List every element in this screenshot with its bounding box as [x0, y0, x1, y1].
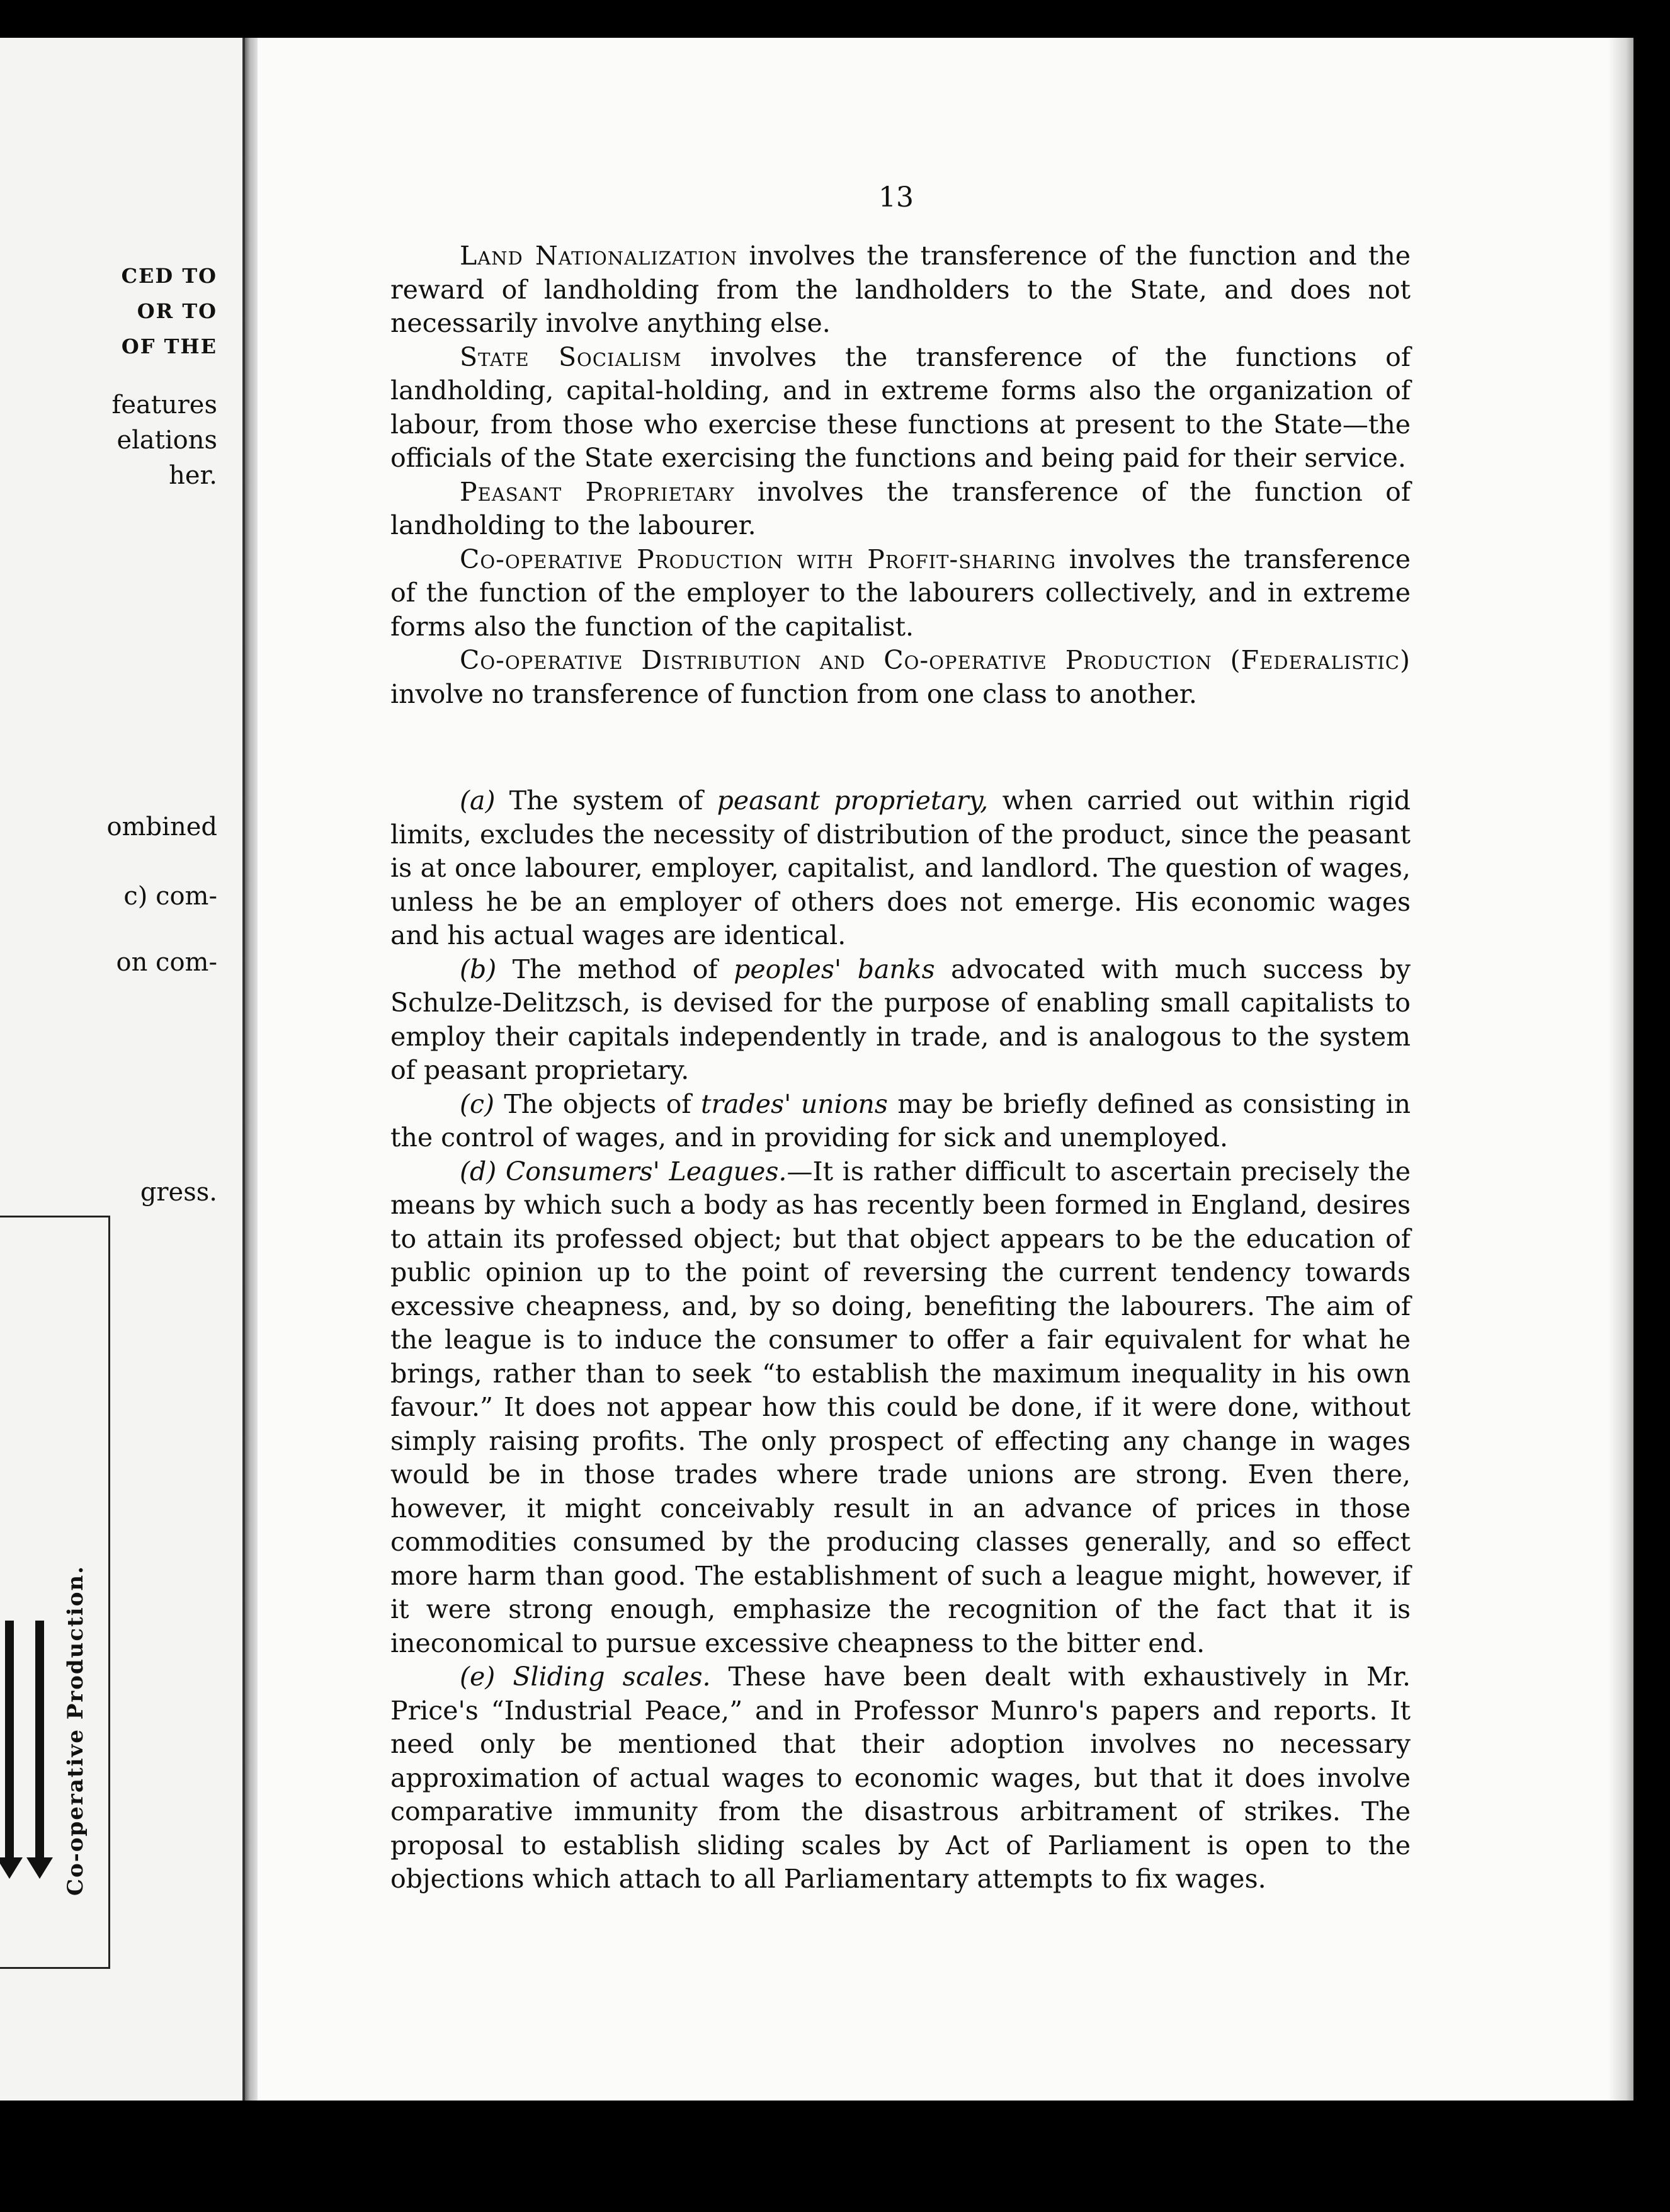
definition-paragraph [390, 239, 1411, 341]
definition-term: Land Nationalization [460, 241, 738, 271]
left-line: ombined [106, 812, 217, 841]
definition-term: Peasant Proprietary [460, 476, 735, 507]
page-gutter [245, 38, 258, 2101]
item-text: advocated with much success by Schulze-Delitzsch, is devised for the purpose of enabling small capitalists to employ their capitals independently in trade, and is analogous to the system of peasant proprietary. [390, 954, 1411, 1085]
item-paragraph [390, 1088, 1411, 1155]
definition-term: State Socialism [460, 341, 682, 372]
left-line: her. [169, 461, 217, 490]
left-line: features [111, 391, 217, 419]
definition-text: involves the transference of the function of the employer to the labourers collectively, and in extreme forms also the function of the capitalist. [390, 544, 1411, 642]
left-line: elations [116, 426, 217, 455]
item-text: —It is rather difficult to ascertain precisely the means by which such a body as has recently been formed in England, desires to attain its professed object; but that object appears to be the education of public opinion up to the point of reversing the current tendency towards excessive cheapness, and, by so doing, benefiting the labourers. The aim of the league is to induce the consumer to offer a fair equivalent for what he brings, rather than to seek “to establish the maximum inequality in his own favour.” It does not appear how this could be done, if it were done, without simply raising profits. The only prospect of effecting any change in wages would be in those trades where trade unions are strong. Even there, however, it might conceivably result in an advance of prices in those commodities consumed by the producing classes generally, and so effect more harm than good. The establishment of such a league might, however, if it were strong enough, emphasize the recognition of the fact that it is ineconomical to pursue excessive cheapness to the bitter end. [390, 1156, 1411, 1658]
item-text: These have been dealt with exhaustively in Mr. Price's “Industrial Peace,” and in Professor Munro's papers and reports. It need only be mentioned that their adoption involves no necessary approximation of actual wages to economic wages, but that it does involve comparative immunity from the disastrous arbitrament of strikes. The proposal to establish sliding scales by Act of Parliament is open to the objections which attach to all Parliamentary attempts to fix wages. [390, 1662, 1411, 1894]
left-line: gress. [140, 1178, 217, 1207]
down-arrow-icon [5, 1621, 14, 1860]
definition-text: involves the transference of the functions of landholding, capital-holding, and in extreme forms also the organization of labour, from those who exercise these functions at present to the State—the officials of the State exercising the functions and being paid for their service. [390, 341, 1411, 473]
definition-text: involve no transference of function from one class to another. [390, 678, 1197, 709]
item-emphasis: peoples' banks [734, 954, 935, 984]
left-line: c) com- [123, 882, 217, 911]
item-paragraph [390, 1155, 1411, 1661]
item-label: (d) [460, 1156, 497, 1187]
definition-text: involves the transference of the function and the reward of landholding from the landholders to the State, and does not necessarily involve anything else. [390, 241, 1411, 338]
left-line: on com- [116, 948, 217, 977]
down-arrow-icon [35, 1621, 44, 1860]
item-text: when carried out within rigid limits, excludes the necessity of distribution of the product, since the peasant is at once labourer, employer, capitalist, and landlord. The question of wages, unless he be an employer of others does not emerge. His economic wages and his actual wages are identical. [390, 785, 1411, 950]
item-label: (b) [460, 954, 497, 984]
item-label: (e) [460, 1662, 496, 1692]
item-pre: The objects of [494, 1088, 702, 1119]
item-label: (c) [460, 1088, 494, 1119]
item-emphasis: peasant proprietary, [717, 785, 989, 816]
item-text: may be briefly defined as consisting in the control of wages, and in providing for sick and unemployed. [390, 1088, 1411, 1153]
items-section [390, 784, 1411, 1896]
left-line: CED TO [121, 264, 217, 288]
definition-paragraph [390, 341, 1411, 476]
item-label: (a) [460, 785, 496, 816]
item-pre [496, 1156, 506, 1187]
item-paragraph [390, 953, 1411, 1088]
definition-paragraph [390, 476, 1411, 543]
definition-term: Co-operative Production with Profit-sharing [460, 544, 1057, 574]
item-pre: The method of [496, 954, 734, 984]
definition-paragraph [390, 644, 1411, 711]
item-paragraph [390, 1660, 1411, 1896]
diagram-box [0, 1216, 110, 1969]
definition-term: Co-operative Distribution and Co-operative Production (Federalistic) [460, 645, 1411, 675]
item-pre [495, 1662, 513, 1692]
item-paragraph [390, 784, 1411, 953]
left-line: OF THE [121, 334, 217, 358]
definition-paragraph [390, 543, 1411, 644]
item-pre: The system of [495, 785, 717, 816]
vertical-label: Co-operative Production. [63, 1565, 88, 1896]
item-emphasis: Consumers' Leagues. [505, 1156, 787, 1187]
definitions-section [390, 239, 1411, 711]
item-emphasis: trades' unions [701, 1088, 888, 1119]
page-number: 13 [878, 181, 914, 214]
item-emphasis: Sliding scales. [513, 1662, 711, 1692]
definition-text: involves the transference of the function of landholding to the labourer. [390, 476, 1411, 540]
left-page-fragment [0, 38, 245, 2101]
left-line: OR TO [137, 299, 217, 323]
